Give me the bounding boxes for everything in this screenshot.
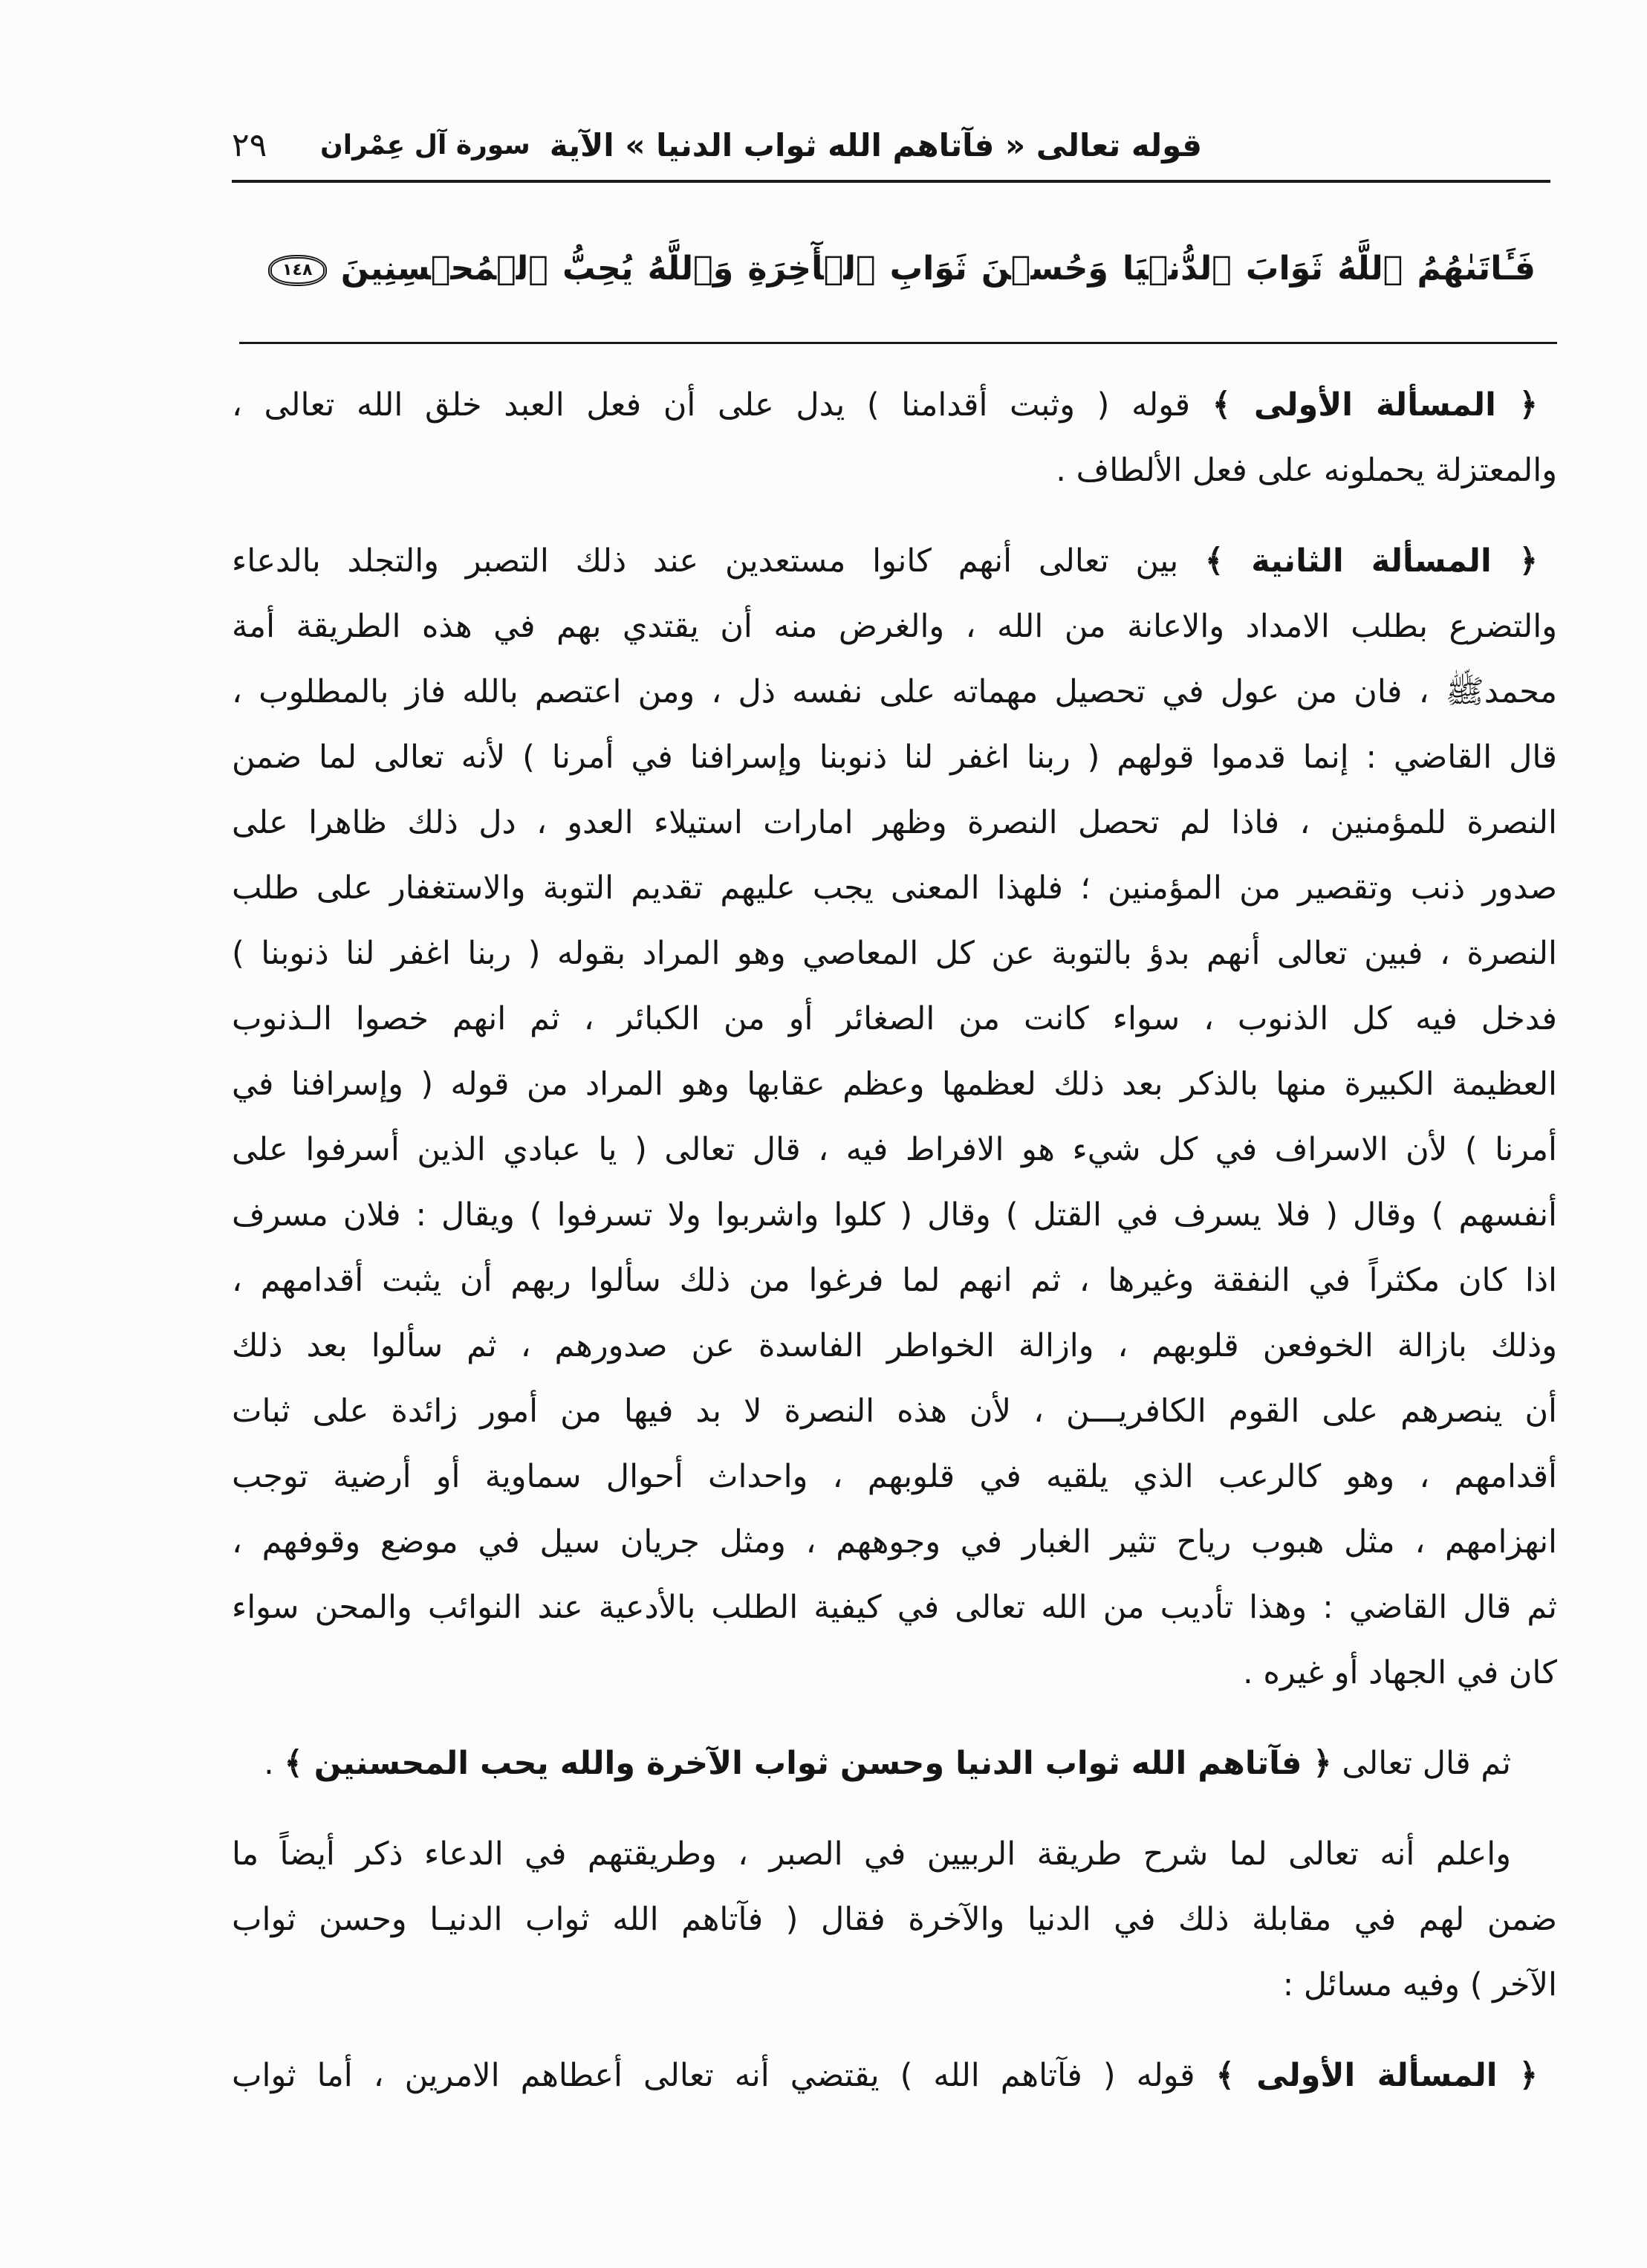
- paragraph: [232, 372, 1557, 503]
- issue-heading: ﴿ المسألة الأولى ﴾: [1215, 2057, 1538, 2094]
- line-text: النصرة للمؤمنين ، فاذا لم تحصل النصرة وظهر امارات استيلاء العدو ، دل ذلك ظاهرا على: [232, 804, 1557, 841]
- line-content: [232, 1000, 1557, 1037]
- text-line: [232, 1248, 1557, 1313]
- surah-name: سورة آل عِمْران: [320, 129, 530, 161]
- header-title: قوله تعالى « فآتاهم الله ثواب الدنيا » الآية: [549, 126, 1202, 163]
- line-content: [232, 1393, 1557, 1430]
- text-line: [232, 1313, 1557, 1378]
- line-content: [232, 542, 1538, 580]
- paragraph: [232, 2043, 1557, 2108]
- text-line: [232, 1444, 1557, 1509]
- line-text: أن ينصرهم على القوم الكافريـــن ، لأن هذه النصرة لا بد فيها من أمور زائدة على ثبات: [232, 1393, 1557, 1430]
- text-line: [232, 528, 1557, 594]
- text-line: [232, 1117, 1557, 1182]
- issue-heading: ﴿ المسألة الأولى ﴾: [1212, 386, 1538, 424]
- text-line: [232, 1575, 1557, 1640]
- paragraph: [232, 528, 1557, 1705]
- verse-content: [268, 250, 1536, 288]
- line-content: [232, 1262, 1557, 1299]
- line-content: [1283, 1966, 1557, 2003]
- line-content: [232, 1589, 1557, 1626]
- issue-heading: ﴿ المسألة الثانية ﴾: [1204, 542, 1538, 580]
- line-text: أمرنا ) لأن الاسراف في كل شيء هو الافراط فيه ، قال تعالى ( يا عبادي الذين أسرفوا على: [232, 1131, 1557, 1168]
- line-content: [1243, 1654, 1557, 1691]
- quote-lead: ثم قال تعالى: [1342, 1745, 1511, 1782]
- verse-text: فَـَٔاتَىٰهُمُ ٱللَّهُ ثَوَابَ ٱلدُّنۡيَا وَحُسۡنَ ثَوَابِ ٱلۡأٓخِرَةِ وَٱللَّهُ يُحِبُّ ٱلۡمُحۡسِنِينَ: [340, 250, 1536, 288]
- line-content: [232, 1196, 1557, 1234]
- verse-rule: [239, 342, 1557, 344]
- line-text: بين تعالى أنهم كانوا مستعدين عند ذلك التصبر والتجلد بالدعاء: [232, 542, 1179, 580]
- text-line: [232, 1887, 1557, 1952]
- line-content: [1056, 452, 1557, 489]
- line-text: قوله ( وثبت أقدامنا ) يدل على أن فعل العبد خلق الله تعالى ،: [232, 386, 1191, 424]
- line-text: قوله ( فآتاهم الله ) يقتضي أنه تعالى أعطاهم الامرين ، أما ثواب: [232, 2057, 1195, 2094]
- text-line: [232, 1509, 1557, 1575]
- line-text: أقدامهم ، وهو كالرعب الذي يلقيه في قلوبهم ، واحداث أحوال سماوية أو أرضية توجب: [232, 1458, 1557, 1495]
- line-text: اذا كان مكثراً في النفقة وغيرها ، ثم انهم لما فرغوا من ذلك سألوا ربهم أن يثبت أقدامهم ،: [232, 1262, 1557, 1299]
- text-line: [232, 372, 1557, 438]
- text-line: [232, 1952, 1557, 2018]
- line-content: [232, 1836, 1511, 1873]
- line-text: فدخل فيه كل الذنوب ، سواء كانت من الصغائر أو من الكبائر ، ثم انهم خصوا الـذنوب: [232, 1000, 1557, 1037]
- line-content: [232, 608, 1557, 645]
- line-text: قال القاضي : إنما قدموا قولهم ( ربنا اغفر لنا ذنوبنا وإسرافنا في أمرنا ) لأنه تعالى لما ضمن: [232, 739, 1557, 776]
- text-line: [232, 1640, 1557, 1705]
- line-text: كان في الجهاد أو غيره .: [1242, 1654, 1557, 1691]
- line-text: انهزامهم ، مثل هبوب رياح تثير الغبار في وجوههم ، ومثل جريان سيل في موضع وقوفهم ،: [232, 1523, 1557, 1561]
- text-line: [232, 986, 1557, 1052]
- text-line: [232, 1182, 1557, 1248]
- line-content: [232, 1523, 1557, 1561]
- line-text: والتضرع بطلب الامداد والاعانة من الله ، والغرض منه أن يقتدي بهم في هذه الطريقة أمة: [232, 608, 1557, 645]
- quran-quote: ﴿ فآتاهم الله ثواب الدنيا وحسن ثواب الآخرة والله يحب المحسنين ﴾: [284, 1745, 1332, 1782]
- line-text: النصرة ، فبين تعالى أنهم بدؤ بالتوبة عن كل المعاصي وهو المراد بقوله ( ربنا اغفر لنا ذنوبنا ): [232, 935, 1557, 972]
- paragraph: [232, 1731, 1557, 1796]
- line-text: الآخر ) وفيه مسائل :: [1282, 1966, 1557, 2003]
- text-line: [232, 438, 1557, 503]
- text-line: [232, 659, 1557, 725]
- line-content: [232, 1327, 1557, 1364]
- verse-line: [268, 223, 1536, 315]
- header-rule: [232, 180, 1550, 183]
- line-content: [232, 1458, 1557, 1495]
- line-text: واعلم أنه تعالى لما شرح طريقة الربيين في الصبر ، وطريقتهم في الدعاء ذكر أيضاً ما: [232, 1836, 1511, 1873]
- line-content: [232, 386, 1538, 424]
- text-line: [232, 790, 1557, 855]
- line-text: وذلك بازالة الخوفعن قلوبهم ، وازالة الخواطر الفاسدة عن صدورهم ، ثم سألوا بعد ذلك: [232, 1327, 1557, 1364]
- text-line: [232, 1052, 1557, 1117]
- page-number: ٢٩: [232, 126, 267, 164]
- running-header: [232, 117, 1202, 172]
- text-line: [232, 2043, 1557, 2108]
- line-content: [232, 1066, 1557, 1103]
- commentary: [232, 372, 1557, 2133]
- paragraph: [232, 1821, 1557, 2018]
- verse-block: [268, 223, 1536, 315]
- quote-tail: .: [264, 1745, 274, 1782]
- text-line: [232, 855, 1557, 921]
- text-line: [232, 1821, 1557, 1887]
- line-content: [232, 1901, 1557, 1938]
- line-content: [232, 2057, 1538, 2094]
- line-text: صدور ذنب وتقصير من المؤمنين ؛ فلهذا المعنى يجب عليهم تقديم التوبة والاستغفار على طلب: [232, 869, 1557, 907]
- text-line: [232, 1731, 1557, 1796]
- text-line: [232, 1378, 1557, 1444]
- line-content: [232, 1131, 1557, 1168]
- text-line: [232, 594, 1557, 659]
- line-text: ضمن لهم في مقابلة ذلك في الدنيا والآخرة فقال ( فآتاهم الله ثواب الدنيـا وحسن ثواب: [232, 1901, 1557, 1938]
- line-text: العظيمة الكبيرة منها بالذكر بعد ذلك لعظمها وعظم عقابها وهو المراد من قوله ( وإسرافنا في: [232, 1066, 1557, 1103]
- line-content: [232, 869, 1557, 907]
- line-content: [232, 673, 1557, 710]
- line-content: [232, 804, 1557, 841]
- text-line: [232, 725, 1557, 790]
- line-text: محمدﷺ ، فان من عول في تحصيل مهماته على نفسه ذل ، ومن اعتصم بالله فاز بالمطلوب ،: [232, 673, 1557, 710]
- line-content: [232, 935, 1557, 972]
- line-text: أنفسهم ) وقال ( فلا يسرف في القتل ) وقال ( كلوا واشربوا ولا تسرفوا ) ويقال : فلان مسرف: [232, 1196, 1557, 1234]
- line-text: ثم قال القاضي : وهذا تأديب من الله تعالى في كيفية الطلب بالأدعية عند النوائب والمحن سواء: [232, 1589, 1557, 1626]
- line-text: والمعتزلة يحملونه على فعل الألطاف .: [1056, 452, 1557, 489]
- text-line: [232, 921, 1557, 986]
- line-content: [232, 739, 1557, 776]
- line-content: [264, 1745, 1511, 1782]
- verse-number: ١٤٨: [268, 255, 327, 286]
